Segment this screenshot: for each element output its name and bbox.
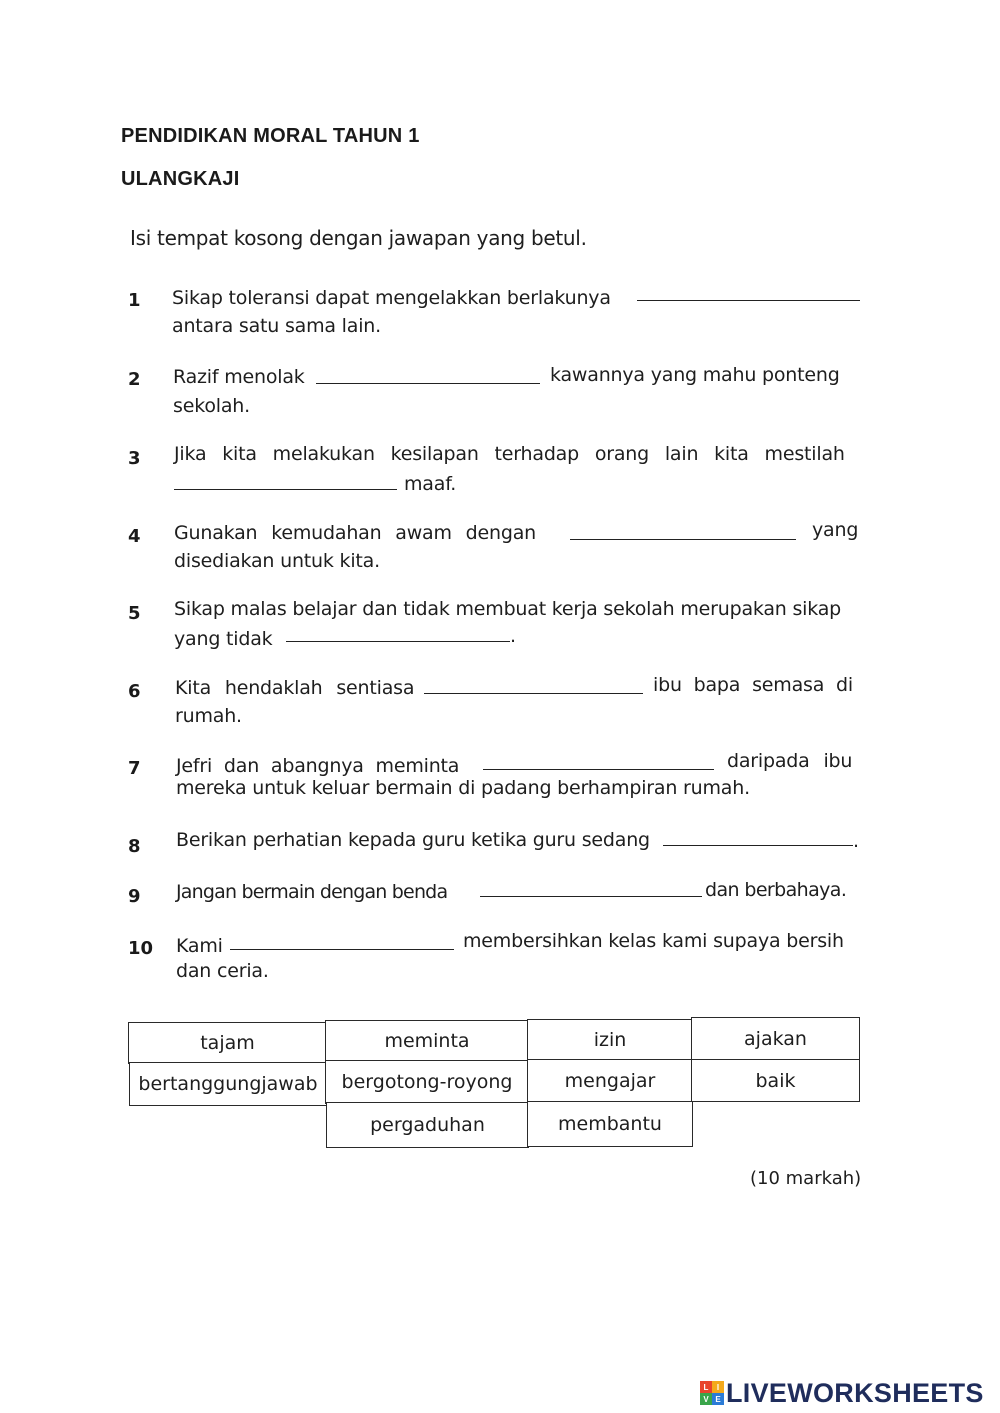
brand-logo-icon xyxy=(700,1381,724,1405)
question-text: daripada ibu xyxy=(727,750,853,772)
question-text: yang xyxy=(812,519,859,541)
question-number: 2 xyxy=(128,369,141,390)
answer-blank-10[interactable] xyxy=(230,949,454,950)
word-bank-cell: baik xyxy=(691,1059,860,1102)
answer-blank-1[interactable] xyxy=(637,300,860,301)
word-bank-cell: ajakan xyxy=(691,1017,860,1061)
instruction-text: Isi tempat kosong dengan jawapan yang betul. xyxy=(130,226,587,250)
question-text: disediakan untuk kita. xyxy=(174,550,380,572)
question-text: rumah. xyxy=(175,705,242,727)
question-number: 8 xyxy=(128,836,141,857)
word-bank-cell: meminta xyxy=(325,1020,529,1062)
question-text: Jefri dan abangnya meminta xyxy=(176,755,460,777)
question-number: 1 xyxy=(128,290,141,311)
total-marks: (10 markah) xyxy=(750,1168,862,1189)
question-number: 4 xyxy=(128,526,141,547)
question-text: Jika kita melakukan kesilapan terhadap orang lain kita mestilah xyxy=(174,443,845,465)
question-number: 9 xyxy=(128,886,141,907)
answer-blank-4[interactable] xyxy=(570,539,796,540)
question-number: 10 xyxy=(128,938,154,959)
answer-blank-7[interactable] xyxy=(483,769,714,770)
page-subtitle: ULANGKAJI xyxy=(121,168,240,190)
page-title: PENDIDIKAN MORAL TAHUN 1 xyxy=(121,125,420,147)
question-text: Gunakan kemudahan awam dengan xyxy=(174,522,536,544)
question-text: membersihkan kelas kami supaya bersih xyxy=(463,930,844,952)
word-bank-cell: tajam xyxy=(128,1022,327,1064)
question-number: 5 xyxy=(128,603,141,624)
answer-blank-6[interactable] xyxy=(424,693,643,694)
question-text: sekolah. xyxy=(173,395,250,417)
logo-letter: V xyxy=(700,1393,712,1405)
logo-letter: I xyxy=(712,1381,724,1393)
word-bank-cell: bertanggungjawab xyxy=(129,1062,327,1106)
question-number: 7 xyxy=(128,758,141,779)
question-number: 6 xyxy=(128,681,141,702)
question-text: Jangan bermain dengan benda xyxy=(176,881,448,903)
answer-blank-3[interactable] xyxy=(174,489,397,490)
question-text: antara satu sama lain. xyxy=(172,315,381,337)
brand-name: LIVEWORKSHEETS xyxy=(726,1377,984,1408)
question-text: Kita hendaklah sentiasa xyxy=(175,677,415,699)
answer-blank-9[interactable] xyxy=(480,896,702,897)
question-text: Kami xyxy=(176,935,223,957)
question-text: ibu bapa semasa di xyxy=(653,674,853,696)
question-text: mereka untuk keluar bermain di padang berhampiran rumah. xyxy=(176,777,750,799)
answer-blank-5[interactable] xyxy=(286,641,510,642)
question-text: dan ceria. xyxy=(176,960,269,982)
liveworksheets-logo[interactable] xyxy=(700,1378,984,1408)
question-text: Berikan perhatian kepada guru ketika guru sedang xyxy=(176,829,650,851)
answer-blank-8[interactable] xyxy=(663,845,853,846)
word-bank-cell: pergaduhan xyxy=(326,1102,529,1148)
question-text: kawannya yang mahu ponteng xyxy=(550,364,840,386)
logo-letter: E xyxy=(712,1393,724,1405)
question-text: . xyxy=(853,830,859,852)
question-text: maaf. xyxy=(404,473,457,495)
question-text: Razif menolak xyxy=(173,366,305,388)
question-number: 3 xyxy=(128,448,141,469)
logo-letter: L xyxy=(700,1381,712,1393)
word-bank-cell: mengajar xyxy=(527,1059,693,1103)
word-bank-cell: izin xyxy=(527,1019,693,1061)
question-text: . xyxy=(510,625,516,647)
question-text: Sikap toleransi dapat mengelakkan berlakunya xyxy=(172,287,611,309)
question-text: yang tidak xyxy=(174,628,273,650)
answer-blank-2[interactable] xyxy=(316,383,540,384)
word-bank-cell: membantu xyxy=(527,1101,693,1147)
question-text: Sikap malas belajar dan tidak membuat kerja sekolah merupakan sikap xyxy=(174,598,842,620)
question-text: dan berbahaya. xyxy=(705,879,847,901)
word-bank-cell: bergotong-royong xyxy=(325,1060,529,1104)
